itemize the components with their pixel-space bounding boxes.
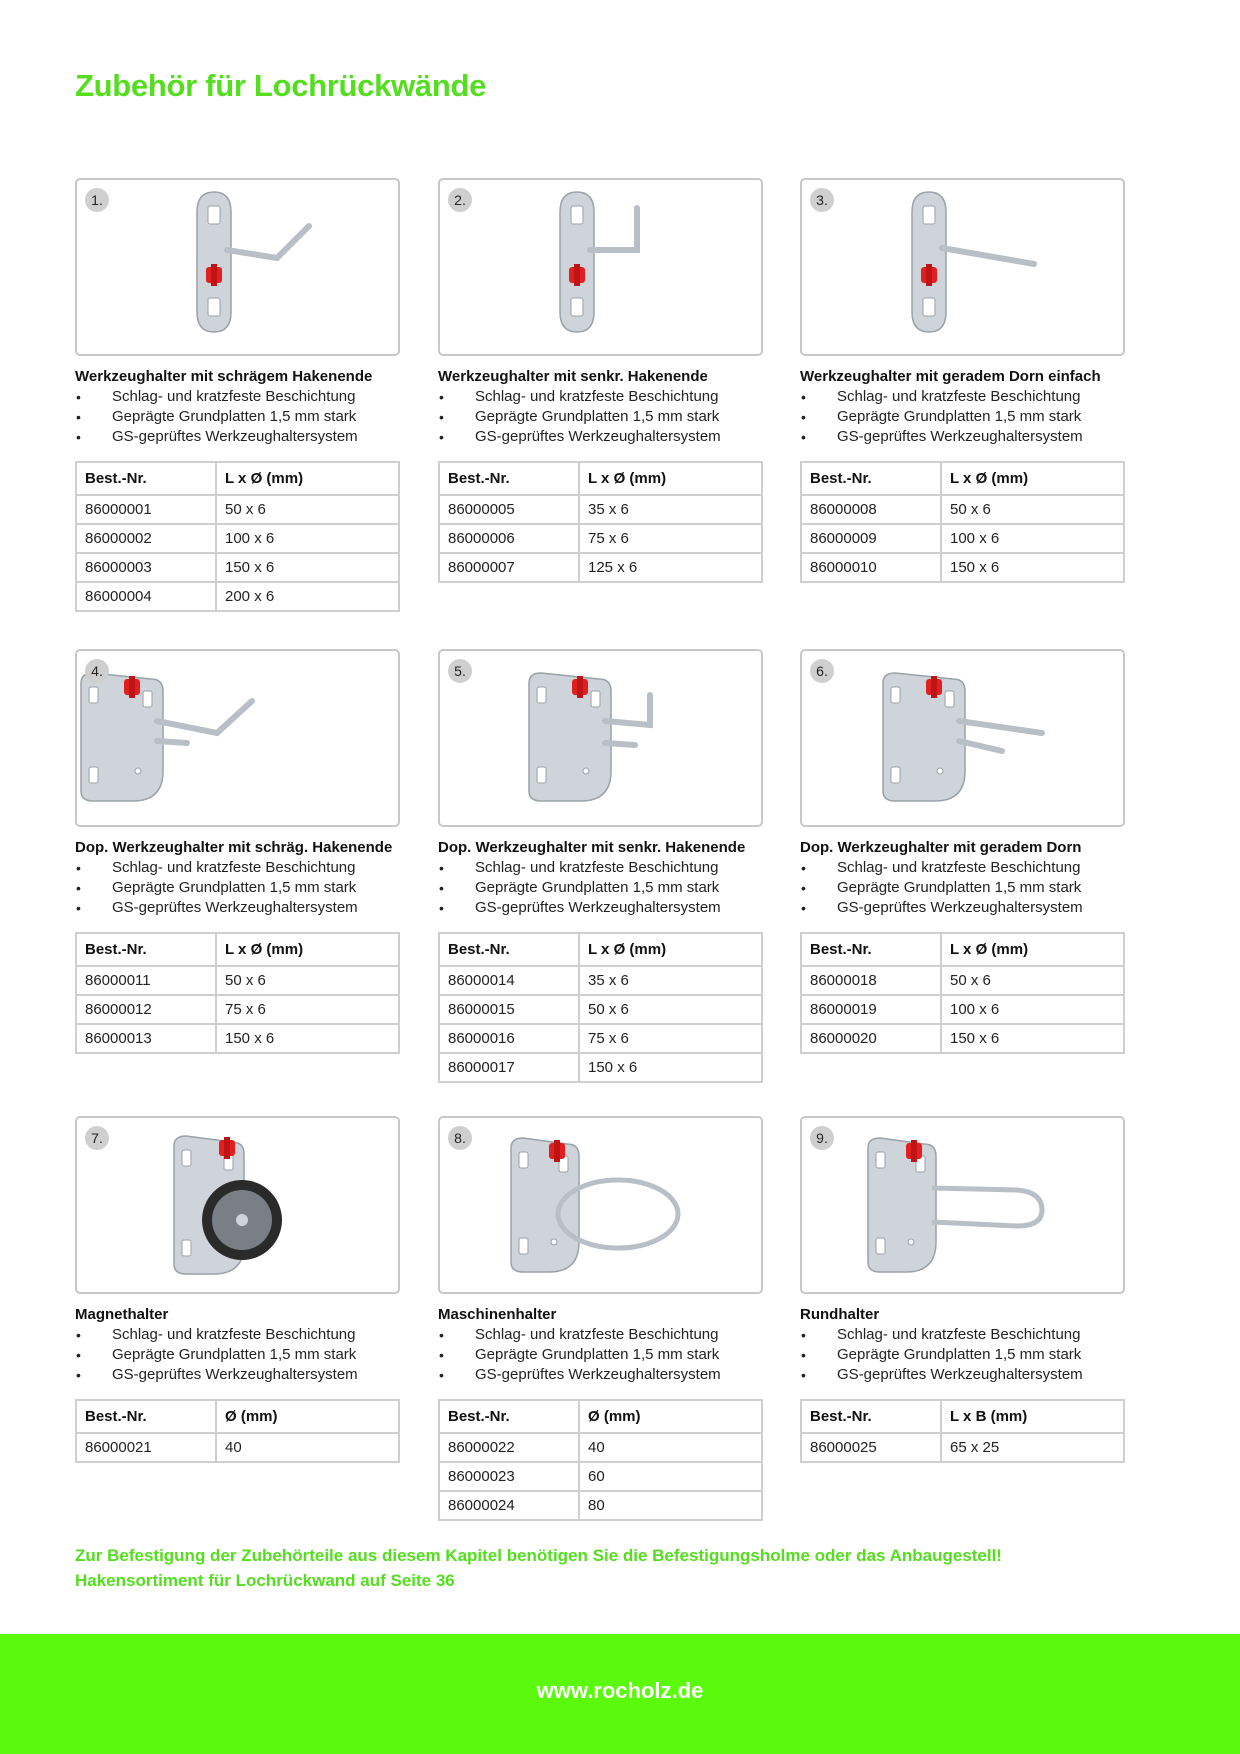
table-header: Best.-Nr. (801, 933, 941, 966)
feature-item: • GS-geprüftes Werkzeughaltersystem (800, 1365, 1125, 1385)
product-number-badge: 5. (448, 659, 472, 683)
table-header: Ø (mm) (579, 1400, 762, 1433)
feature-list (75, 1325, 400, 1385)
table-cell: 100 x 6 (941, 524, 1124, 553)
feature-item: • Geprägte Grundplatten 1,5 mm stark (800, 1345, 1125, 1365)
table-row (801, 1433, 1124, 1462)
table-header: L x Ø (mm) (941, 933, 1124, 966)
table-cell: 80 (579, 1491, 762, 1520)
table-row (801, 966, 1124, 995)
table-row (439, 995, 762, 1024)
table-cell: 86000009 (801, 524, 941, 553)
feature-item: • GS-geprüftes Werkzeughaltersystem (438, 1365, 763, 1385)
table-row (76, 1433, 399, 1462)
table-cell: 86000010 (801, 553, 941, 582)
table-header-row (76, 462, 399, 495)
product-number-badge: 2. (448, 188, 472, 212)
table-header: Best.-Nr. (76, 1400, 216, 1433)
feature-item: • GS-geprüftes Werkzeughaltersystem (438, 898, 763, 918)
table-cell: 50 x 6 (579, 995, 762, 1024)
feature-item: • Schlag- und kratzfeste Beschichtung (438, 858, 763, 878)
spec-table (800, 461, 1125, 583)
product-number-badge: 1. (85, 188, 109, 212)
table-row (439, 524, 762, 553)
table-header-row (801, 1400, 1124, 1433)
product-number-badge: 9. (810, 1126, 834, 1150)
table-header: L x Ø (mm) (216, 462, 399, 495)
feature-item: • GS-geprüftes Werkzeughaltersystem (800, 427, 1125, 447)
product-number-badge: 6. (810, 659, 834, 683)
table-row (801, 495, 1124, 524)
table-cell: 75 x 6 (216, 995, 399, 1024)
product-number-badge: 4. (85, 659, 109, 683)
table-header: Best.-Nr. (439, 1400, 579, 1433)
hook-angled-icon (77, 180, 398, 354)
table-cell: 40 (579, 1433, 762, 1462)
product-card (438, 1116, 763, 1521)
product-card (800, 178, 1125, 583)
feature-item: • Geprägte Grundplatten 1,5 mm stark (438, 1345, 763, 1365)
feature-item: • Schlag- und kratzfeste Beschichtung (438, 1325, 763, 1345)
table-header: Best.-Nr. (439, 933, 579, 966)
feature-item: • GS-geprüftes Werkzeughaltersystem (800, 898, 1125, 918)
table-cell: 86000023 (439, 1462, 579, 1491)
table-header-row (439, 1400, 762, 1433)
table-row (439, 495, 762, 524)
spec-table (438, 461, 763, 583)
product-number-badge: 3. (810, 188, 834, 212)
table-cell: 86000025 (801, 1433, 941, 1462)
product-number-badge: 7. (85, 1126, 109, 1150)
feature-item: • Schlag- und kratzfeste Beschichtung (800, 858, 1125, 878)
table-cell: 86000020 (801, 1024, 941, 1053)
product-title: Magnethalter (75, 1306, 169, 1323)
spec-table (800, 932, 1125, 1054)
table-row (439, 1462, 762, 1491)
table-cell: 86000013 (76, 1024, 216, 1053)
table-cell: 100 x 6 (216, 524, 399, 553)
product-title: Dop. Werkzeughalter mit senkr. Hakenende (438, 839, 746, 856)
spec-table (75, 1399, 400, 1463)
table-row (801, 553, 1124, 582)
feature-item: • Geprägte Grundplatten 1,5 mm stark (75, 1345, 400, 1365)
product-title: Werkzeughalter mit schrägem Hakenende (75, 368, 373, 385)
feature-item: • Geprägte Grundplatten 1,5 mm stark (438, 878, 763, 898)
table-header: L x Ø (mm) (579, 462, 762, 495)
feature-item: • Geprägte Grundplatten 1,5 mm stark (438, 407, 763, 427)
table-cell: 50 x 6 (941, 966, 1124, 995)
table-header-row (801, 933, 1124, 966)
table-row (76, 524, 399, 553)
table-row (801, 1024, 1124, 1053)
page-title: Zubehör für Lochrückwände (75, 68, 487, 103)
double-hook-straight-icon (802, 651, 1123, 825)
table-cell: 35 x 6 (579, 495, 762, 524)
table-cell: 86000011 (76, 966, 216, 995)
table-cell: 75 x 6 (579, 524, 762, 553)
table-cell: 86000007 (439, 553, 579, 582)
table-cell: 86000006 (439, 524, 579, 553)
feature-list (438, 387, 763, 447)
table-header: Best.-Nr. (439, 462, 579, 495)
feature-list (438, 858, 763, 918)
product-image (75, 178, 400, 356)
table-row (76, 553, 399, 582)
product-image (438, 649, 763, 827)
table-cell: 40 (216, 1433, 399, 1462)
table-cell: 150 x 6 (216, 1024, 399, 1053)
feature-item: • GS-geprüftes Werkzeughaltersystem (75, 1365, 400, 1385)
table-cell: 86000002 (76, 524, 216, 553)
table-cell: 86000018 (801, 966, 941, 995)
table-cell: 86000012 (76, 995, 216, 1024)
product-number-badge: 8. (448, 1126, 472, 1150)
table-cell: 86000021 (76, 1433, 216, 1462)
table-cell: 86000008 (801, 495, 941, 524)
feature-item: • Schlag- und kratzfeste Beschichtung (800, 387, 1125, 407)
product-image (800, 1116, 1125, 1294)
feature-item: • Schlag- und kratzfeste Beschichtung (75, 858, 400, 878)
product-title: Maschinenhalter (438, 1306, 557, 1323)
table-row (76, 582, 399, 611)
table-cell: 125 x 6 (579, 553, 762, 582)
product-title: Dop. Werkzeughalter mit geradem Dorn (800, 839, 1082, 856)
product-title: Dop. Werkzeughalter mit schräg. Hakenende (75, 839, 393, 856)
table-cell: 150 x 6 (216, 553, 399, 582)
table-cell: 65 x 25 (941, 1433, 1124, 1462)
spec-table (438, 1399, 763, 1521)
table-header: L x B (mm) (941, 1400, 1124, 1433)
table-header-row (801, 462, 1124, 495)
table-cell: 50 x 6 (216, 966, 399, 995)
feature-item: • Geprägte Grundplatten 1,5 mm stark (800, 407, 1125, 427)
table-row (76, 495, 399, 524)
table-row (439, 1433, 762, 1462)
table-cell: 50 x 6 (216, 495, 399, 524)
feature-item: • Schlag- und kratzfeste Beschichtung (438, 387, 763, 407)
table-cell: 86000014 (439, 966, 579, 995)
feature-list (75, 387, 400, 447)
product-card (75, 1116, 400, 1463)
note-line-1: Zur Befestigung der Zubehörteile aus diesem Kapitel benötigen Sie die Befestigungsholme oder das Anbaugestell! (75, 1546, 1002, 1565)
product-image (438, 178, 763, 356)
table-header: Best.-Nr. (801, 1400, 941, 1433)
feature-list (800, 1325, 1125, 1385)
feature-item: • Geprägte Grundplatten 1,5 mm stark (75, 407, 400, 427)
product-image (800, 649, 1125, 827)
table-header-row (76, 1400, 399, 1433)
table-cell: 86000019 (801, 995, 941, 1024)
table-cell: 60 (579, 1462, 762, 1491)
table-row (76, 1024, 399, 1053)
table-header-row (439, 462, 762, 495)
table-row (801, 995, 1124, 1024)
feature-item: • Schlag- und kratzfeste Beschichtung (75, 387, 400, 407)
table-cell: 86000016 (439, 1024, 579, 1053)
product-image (800, 178, 1125, 356)
machine-holder-icon (440, 1118, 761, 1292)
product-card (438, 178, 763, 583)
table-cell: 86000015 (439, 995, 579, 1024)
table-cell: 86000024 (439, 1491, 579, 1520)
table-cell: 35 x 6 (579, 966, 762, 995)
round-holder-icon (802, 1118, 1123, 1292)
table-cell: 150 x 6 (941, 553, 1124, 582)
table-cell: 200 x 6 (216, 582, 399, 611)
mounting-note (75, 1543, 1002, 1593)
feature-item: • GS-geprüftes Werkzeughaltersystem (75, 427, 400, 447)
spec-table (75, 932, 400, 1054)
spec-table (438, 932, 763, 1083)
feature-item: • GS-geprüftes Werkzeughaltersystem (75, 898, 400, 918)
feature-list (438, 1325, 763, 1385)
product-image (75, 649, 400, 827)
feature-list (800, 387, 1125, 447)
table-header-row (439, 933, 762, 966)
double-hook-angled-icon (77, 651, 398, 825)
table-cell: 75 x 6 (579, 1024, 762, 1053)
table-header: L x Ø (mm) (216, 933, 399, 966)
product-card (438, 649, 763, 1083)
feature-item: • GS-geprüftes Werkzeughaltersystem (438, 427, 763, 447)
product-card (800, 649, 1125, 1054)
feature-item: • Geprägte Grundplatten 1,5 mm stark (75, 878, 400, 898)
table-header: L x Ø (mm) (579, 933, 762, 966)
table-header: Best.-Nr. (801, 462, 941, 495)
product-title: Werkzeughalter mit geradem Dorn einfach (800, 368, 1101, 385)
table-cell: 150 x 6 (579, 1053, 762, 1082)
table-cell: 86000022 (439, 1433, 579, 1462)
table-row (439, 966, 762, 995)
table-row (439, 1053, 762, 1082)
spec-table (75, 461, 400, 612)
product-card (800, 1116, 1125, 1463)
spec-table (800, 1399, 1125, 1463)
footer-bar (0, 1634, 1240, 1754)
table-header: Best.-Nr. (76, 462, 216, 495)
table-cell: 86000017 (439, 1053, 579, 1082)
table-row (439, 1024, 762, 1053)
table-header: Ø (mm) (216, 1400, 399, 1433)
table-cell: 86000003 (76, 553, 216, 582)
table-cell: 86000005 (439, 495, 579, 524)
product-card (75, 649, 400, 1054)
table-row (76, 995, 399, 1024)
table-header: L x Ø (mm) (941, 462, 1124, 495)
hook-vertical-icon (440, 180, 761, 354)
feature-list (800, 858, 1125, 918)
feature-list (75, 858, 400, 918)
table-header: Best.-Nr. (76, 933, 216, 966)
feature-item: • Schlag- und kratzfeste Beschichtung (75, 1325, 400, 1345)
table-cell: 86000004 (76, 582, 216, 611)
note-line-2: Hakensortiment für Lochrückwand auf Seite 36 (75, 1571, 455, 1590)
feature-item: • Schlag- und kratzfeste Beschichtung (800, 1325, 1125, 1345)
website-link[interactable]: www.rocholz.de (536, 1678, 704, 1703)
product-image (438, 1116, 763, 1294)
table-row (439, 1491, 762, 1520)
product-title: Rundhalter (800, 1306, 880, 1323)
table-cell: 100 x 6 (941, 995, 1124, 1024)
table-cell: 86000001 (76, 495, 216, 524)
product-image (75, 1116, 400, 1294)
feature-item: • Geprägte Grundplatten 1,5 mm stark (800, 878, 1125, 898)
table-cell: 150 x 6 (941, 1024, 1124, 1053)
product-title: Werkzeughalter mit senkr. Hakenende (438, 368, 708, 385)
hook-straight-icon (802, 180, 1123, 354)
table-row (801, 524, 1124, 553)
double-hook-vertical-icon (440, 651, 761, 825)
table-cell: 50 x 6 (941, 495, 1124, 524)
product-card (75, 178, 400, 612)
table-header-row (76, 933, 399, 966)
magnet-holder-icon (77, 1118, 398, 1292)
table-row (439, 553, 762, 582)
table-row (76, 966, 399, 995)
